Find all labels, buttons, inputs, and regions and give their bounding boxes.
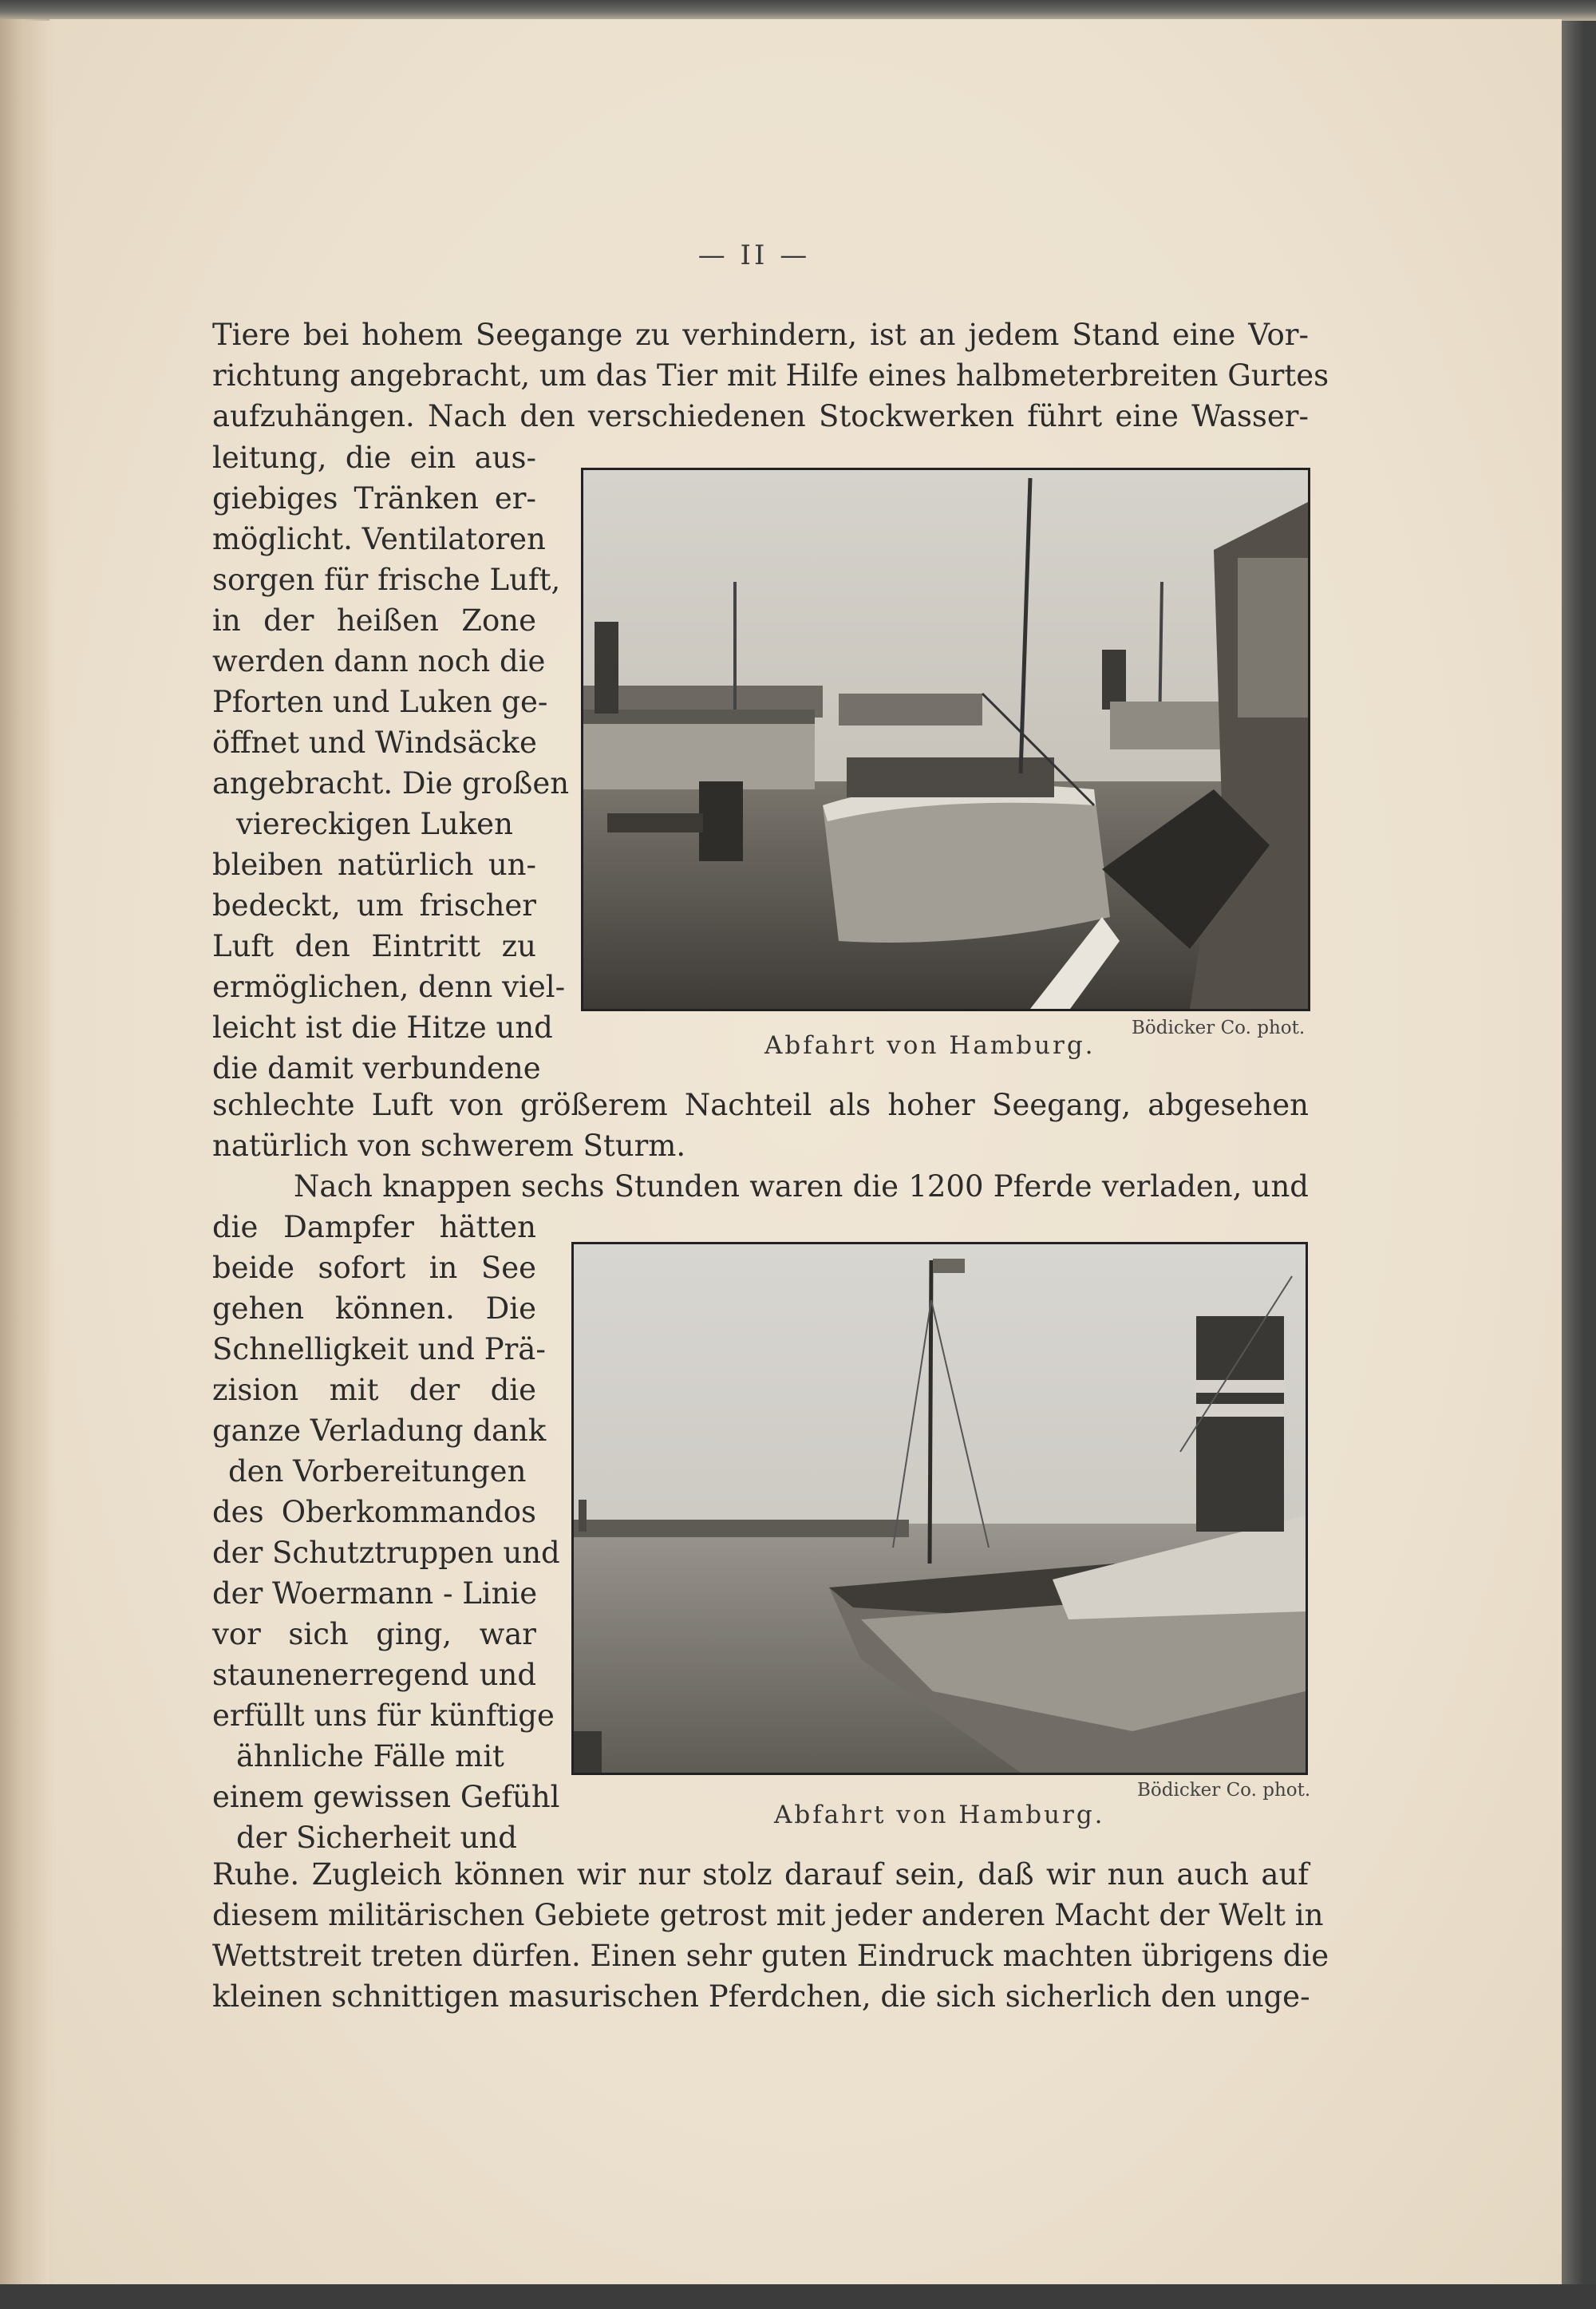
side-text-line: viereckigen Luken (236, 807, 513, 841)
photo-illustration (583, 470, 1308, 1009)
text-line: natürlich von schwerem Sturm. (212, 1129, 686, 1163)
scan-top-edge (0, 0, 1596, 21)
photo-illustration (574, 1244, 1306, 1773)
side-text-line: leicht ist die Hitze und (212, 1010, 553, 1045)
side-text-line: bedeckt, um frischer (212, 888, 536, 923)
side-text-line: öffnet und Windsäcke (212, 726, 537, 760)
side-text-line: Schnelligkeit und Prä- (212, 1332, 546, 1366)
side-text-line: werden dann noch die (212, 644, 546, 678)
side-text-line: den Vorbereitungen (228, 1454, 527, 1489)
text-line: kleinen schnittigen masurischen Pferdchen, die sich sicherlich den unge- (212, 1979, 1310, 2014)
paragraph-first-line: Nach knappen sechs Stunden waren die 1200 Pferde verladen, und (294, 1169, 1309, 1204)
side-text-line: beide sofort in See (212, 1251, 536, 1285)
side-text-line: giebiges Tränken er- (212, 481, 536, 516)
text-line: Ruhe. Zugleich können wir nur stolz darauf sein, daß wir nun auch auf (212, 1857, 1309, 1892)
side-text-line: staunenerregend und (212, 1658, 536, 1692)
side-text-line: einem gewissen Gefühl (212, 1780, 560, 1814)
text-line: aufzuhängen. Nach den verschiedenen Stockwerken führt eine Wasser- (212, 399, 1309, 433)
side-text-line: die Dampfer hätten (212, 1210, 536, 1244)
side-text-line: angebracht. Die großen (212, 766, 570, 801)
photo-credit: Bödicker Co. phot. (1137, 1780, 1311, 1801)
side-text-line: zision mit der die (212, 1373, 536, 1407)
photo-credit: Bödicker Co. phot. (1132, 1018, 1306, 1038)
side-text-line: leitung, die ein aus- (212, 441, 536, 475)
figure-caption: Abfahrt von Hamburg. (774, 1801, 1105, 1829)
side-text-line: ermöglichen, denn viel- (212, 970, 566, 1004)
page-gutter (0, 19, 56, 2284)
scan-bottom-edge (0, 2284, 1596, 2309)
text-line: Tiere bei hohem Seegange zu verhindern, ist an jedem Stand eine Vor- (212, 318, 1309, 352)
side-text-line: der Woermann - Linie (212, 1576, 538, 1611)
side-text-line: der Schutztruppen und (212, 1536, 560, 1570)
text-line: Wettstreit treten dürfen. Einen sehr guten Eindruck machten übrigens die (212, 1939, 1329, 1973)
side-text-line: möglicht. Ventilatoren (212, 522, 546, 556)
side-text-line: ähnliche Fälle mit (236, 1739, 504, 1773)
side-text-line: in der heißen Zone (212, 603, 536, 638)
text-line: richtung angebracht, um das Tier mit Hilfe eines halbmeterbreiten Gurtes (212, 358, 1329, 393)
text-line: diesem militärischen Gebiete getrost mit jeder anderen Macht der Welt in (212, 1898, 1324, 1932)
side-text-line: der Sicherheit und (236, 1821, 517, 1855)
side-text-line: sorgen für frische Luft, (212, 563, 561, 597)
text-line: schlechte Luft von größerem Nachteil als hoher Seegang, abgesehen (212, 1088, 1309, 1122)
side-text-line: Pforten und Luken ge- (212, 685, 548, 719)
side-text-line: des Oberkommandos (212, 1495, 536, 1529)
side-text-line: die damit verbundene (212, 1051, 541, 1085)
side-text-line: vor sich ging, war (212, 1617, 536, 1651)
photo-ships-departure-1 (581, 468, 1310, 1011)
side-text-line: erfüllt uns für künftige (212, 1698, 555, 1733)
side-text-line: gehen können. Die (212, 1291, 536, 1326)
page-number: — II — (697, 239, 811, 271)
photo-ships-departure-2 (571, 1242, 1308, 1775)
figure-caption: Abfahrt von Hamburg. (764, 1031, 1096, 1060)
side-text-line: ganze Verladung dank (212, 1413, 547, 1448)
side-text-line: bleiben natürlich un- (212, 848, 536, 882)
side-text-line: Luft den Eintritt zu (212, 929, 536, 963)
